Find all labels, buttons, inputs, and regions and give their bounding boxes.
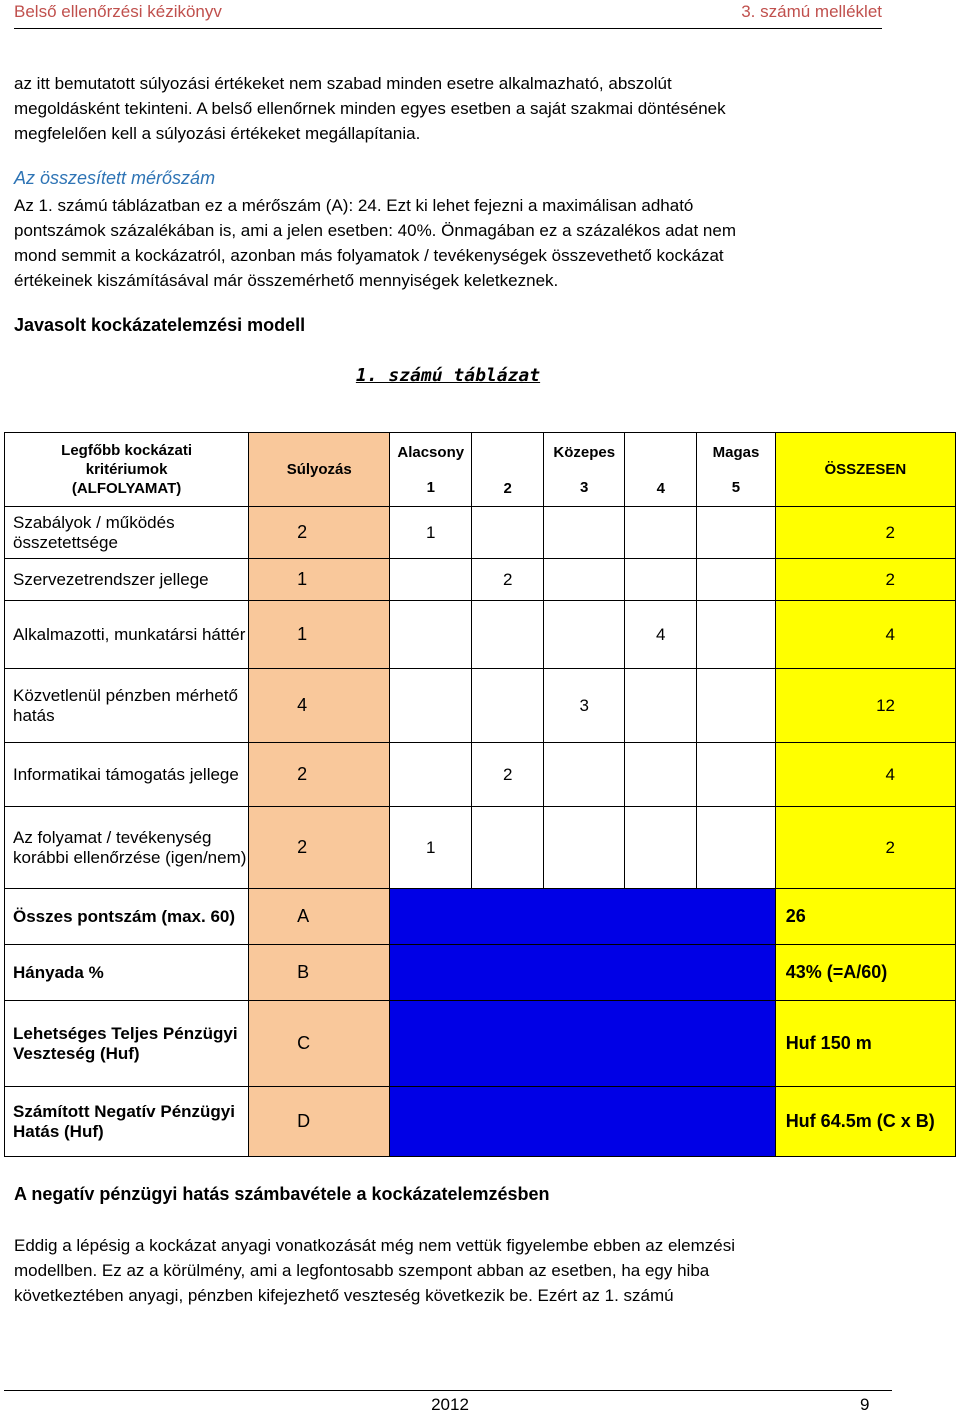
text-line: pontszámok százalékában is, ami a jelen esetben: 40%. Önmagában ez a százalékos adat nem xyxy=(14,221,736,240)
score-cell xyxy=(625,507,697,559)
text-line: megfelelően kell a súlyozási értékeket megállapítania. xyxy=(14,124,421,143)
header-text: Legfőbb kockázati xyxy=(61,442,193,459)
aggregate-paragraph xyxy=(14,193,882,293)
weight-cell: 1 xyxy=(249,559,390,601)
total-cell: 2 xyxy=(775,559,955,601)
table-row xyxy=(5,507,956,559)
summary-row xyxy=(5,1087,956,1157)
score-number: 2 xyxy=(503,479,512,497)
score-cell xyxy=(544,507,625,559)
score-cell xyxy=(472,601,544,669)
score-cell xyxy=(472,507,544,559)
footer-year: 2012 xyxy=(431,1395,469,1414)
summary-code: A xyxy=(249,889,390,945)
summary-code: C xyxy=(249,1001,390,1087)
weight-cell: 2 xyxy=(249,743,390,807)
score-cell xyxy=(544,743,625,807)
score-cell xyxy=(472,669,544,743)
score-number: 3 xyxy=(580,478,589,496)
criterion-cell: Közvetlenül pénzben mérhető hatás xyxy=(5,669,249,743)
total-cell: 2 xyxy=(775,807,955,889)
criterion-cell: Szabályok / működés összetettsége xyxy=(5,507,249,559)
score-number: 1 xyxy=(426,478,435,496)
score-cell xyxy=(697,559,775,601)
score-cell xyxy=(697,743,775,807)
negative-impact-heading: A negatív pénzügyi hatás számbavétele a kockázatelemzésben xyxy=(14,1184,550,1204)
summary-label: Lehetséges Teljes Pénzügyi Veszteség (Huf) xyxy=(5,1001,249,1087)
total-cell: 4 xyxy=(775,601,955,669)
criterion-cell: Az folyamat / tevékenység korábbi ellenőrzése (igen/nem) xyxy=(5,807,249,889)
score-cell xyxy=(697,669,775,743)
criterion-cell: Informatikai támogatás jellege xyxy=(5,743,249,807)
score-cell xyxy=(544,807,625,889)
text-line: mond semmit a kockázatról, azonban más folyamatok / tevékenységek összevethető kockázat xyxy=(14,246,724,265)
summary-label: Összes pontszám (max. 60) xyxy=(5,889,249,945)
score-number: 4 xyxy=(656,479,665,497)
total-cell: 12 xyxy=(775,669,955,743)
header-text: kritériumok xyxy=(85,461,168,478)
score-cell xyxy=(625,807,697,889)
summary-fill xyxy=(390,945,775,1001)
text-line: értékeinek kiszámításával már összemérhető mennyiségek keletkeznek. xyxy=(14,271,559,290)
text-line: az itt bemutatott súlyozási értékeket nem szabad minden esetre alkalmazható, abszolút xyxy=(14,74,672,93)
total-cell: 4 xyxy=(775,743,955,807)
summary-value: Huf 64.5m (C x B) xyxy=(775,1087,955,1157)
score-cell xyxy=(390,669,472,743)
score-cell: 3 xyxy=(544,669,625,743)
table-row xyxy=(5,669,956,743)
text-line: Eddig a lépésig a kockázat anyagi vonatkozását még nem vettük figyelembe ebben az elemzési xyxy=(14,1236,736,1255)
summary-fill xyxy=(390,1001,775,1087)
weight-cell: 2 xyxy=(249,507,390,559)
score-cell: 2 xyxy=(472,743,544,807)
table-row xyxy=(5,601,956,669)
score-cell xyxy=(390,601,472,669)
medium-label: Közepes xyxy=(553,443,616,461)
score-cell: 1 xyxy=(390,507,472,559)
text-line: következtében anyagi, pénzben kifejezhető veszteség következik be. Ezért az 1. számú xyxy=(14,1286,674,1305)
summary-value: 26 xyxy=(775,889,955,945)
score-cell: 4 xyxy=(625,601,697,669)
text-line: modellben. Ez az a körülmény, ami a legfontosabb szempont abban az esetben, ha egy hiba xyxy=(14,1261,710,1280)
score-number: 5 xyxy=(731,478,741,496)
summary-row xyxy=(5,945,956,1001)
score-cell: 2 xyxy=(472,559,544,601)
score-cell xyxy=(697,601,775,669)
summary-code: D xyxy=(249,1087,390,1157)
criterion-cell: Alkalmazotti, munkatársi háttér xyxy=(5,601,249,669)
summary-fill xyxy=(390,1087,775,1157)
table-header-row xyxy=(5,433,956,507)
score-cell xyxy=(544,559,625,601)
aggregate-subheading: Az összesített mérőszám xyxy=(14,168,216,188)
weight-cell: 2 xyxy=(249,807,390,889)
page-header xyxy=(14,0,882,29)
text-line: Az 1. számú táblázatban ez a mérőszám (A): 24. Ezt ki lehet fejezni a maximálisan adható xyxy=(14,196,694,215)
table-row xyxy=(5,807,956,889)
criterion-cell: Szervezetrendszer jellege xyxy=(5,559,249,601)
weight-cell: 1 xyxy=(249,601,390,669)
total-header: ÖSSZESEN xyxy=(775,433,955,507)
score-header-1 xyxy=(390,433,472,507)
summary-value: Huf 150 m xyxy=(775,1001,955,1087)
summary-row xyxy=(5,1001,956,1087)
score-cell xyxy=(625,559,697,601)
high-label: Magas xyxy=(712,443,760,461)
score-cell xyxy=(544,601,625,669)
score-cell xyxy=(625,669,697,743)
model-heading: Javasolt kockázatelemzési modell xyxy=(14,315,306,335)
criteria-header xyxy=(5,433,249,507)
low-label: Alacsony xyxy=(397,443,465,461)
text-line: megoldásként tekinteni. A belső ellenőrnek minden egyes esetben a saját szakmai döntésének xyxy=(14,99,726,118)
annex-label: 3. számú melléklet xyxy=(741,2,882,21)
table-row xyxy=(5,559,956,601)
table-caption: 1. számú táblázat xyxy=(355,365,541,386)
score-cell xyxy=(390,743,472,807)
total-cell: 2 xyxy=(775,507,955,559)
summary-value: 43% (=A/60) xyxy=(775,945,955,1001)
score-cell xyxy=(390,559,472,601)
footer-divider xyxy=(4,1390,892,1391)
header-text: (ALFOLYAMAT) xyxy=(71,480,182,497)
intro-paragraph xyxy=(14,71,882,146)
summary-label: Hányada % xyxy=(5,945,249,1001)
document-title: Belső ellenőrzési kézikönyv xyxy=(14,2,222,21)
score-cell xyxy=(472,807,544,889)
score-header-3 xyxy=(544,433,625,507)
closing-paragraph xyxy=(14,1233,882,1308)
table-row xyxy=(5,743,956,807)
score-cell xyxy=(697,807,775,889)
summary-fill xyxy=(390,889,775,945)
summary-row xyxy=(5,889,956,945)
score-cell xyxy=(697,507,775,559)
weight-header: Súlyozás xyxy=(249,433,390,507)
risk-table xyxy=(4,432,956,1157)
score-cell: 1 xyxy=(390,807,472,889)
score-cell xyxy=(625,743,697,807)
page-number: 9 xyxy=(860,1395,870,1414)
score-header-4 xyxy=(625,433,697,507)
score-header-2 xyxy=(472,433,544,507)
summary-label: Számított Negatív Pénzügyi Hatás (Huf) xyxy=(5,1087,249,1157)
weight-cell: 4 xyxy=(249,669,390,743)
score-header-5 xyxy=(697,433,775,507)
summary-code: B xyxy=(249,945,390,1001)
